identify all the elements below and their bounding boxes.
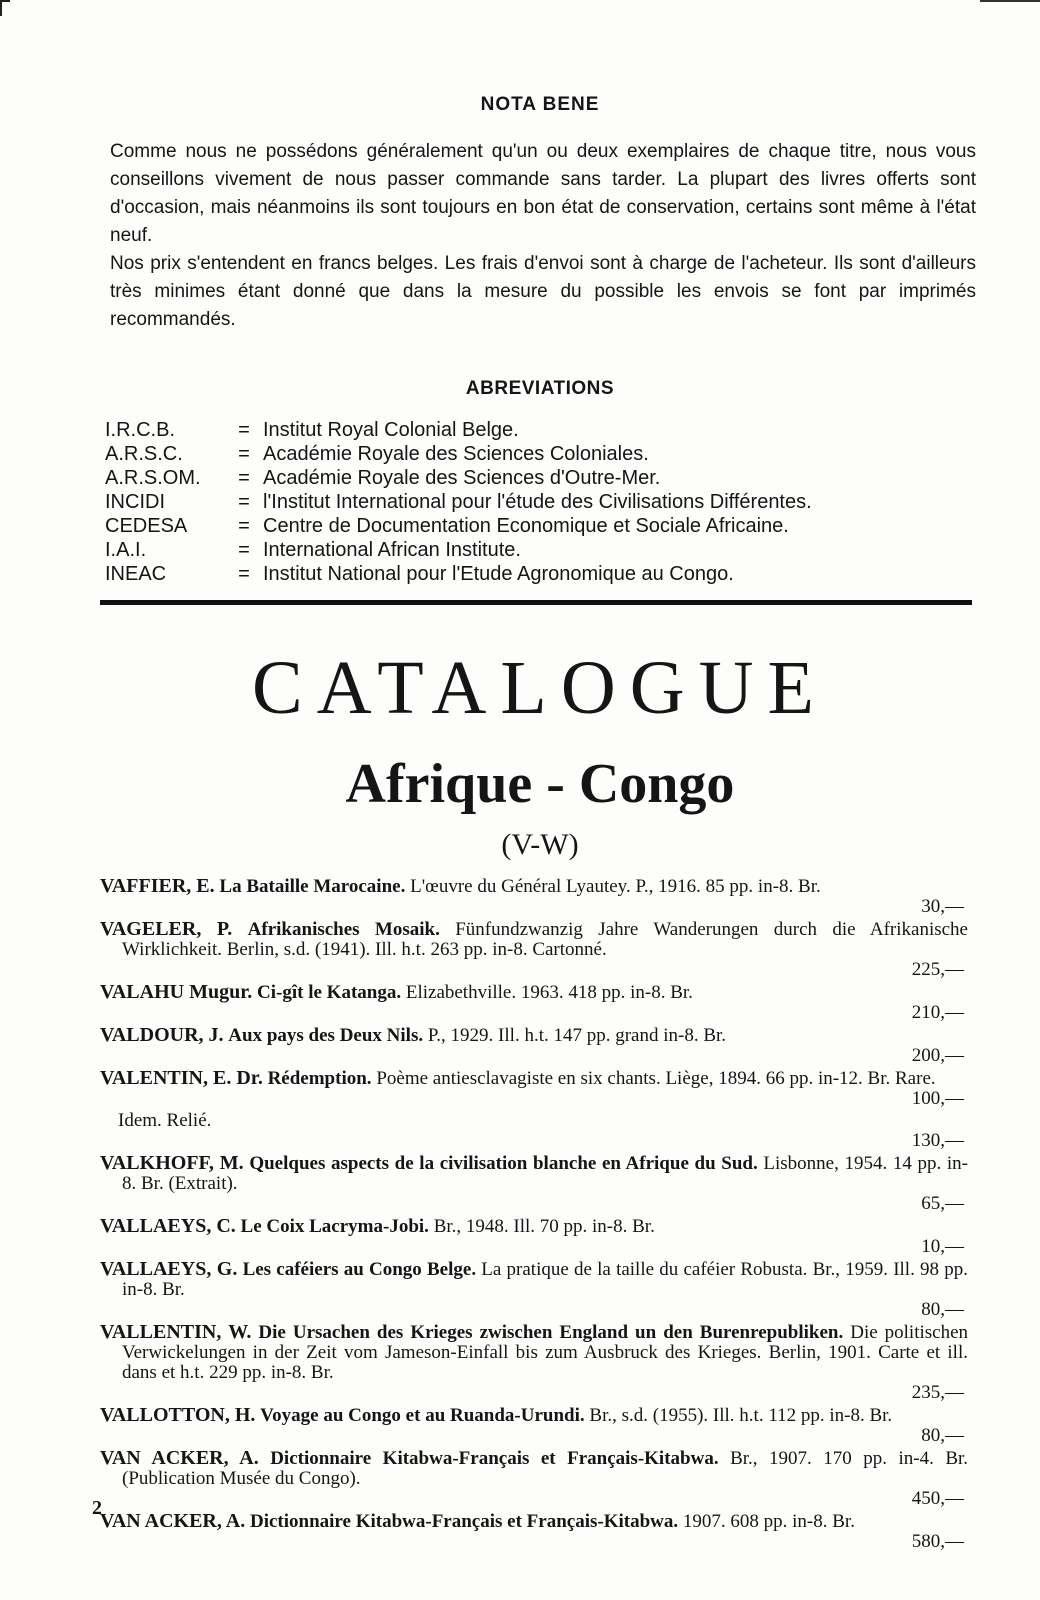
abbreviation-value: Institut National pour l'Etude Agronomique au Congo. bbox=[263, 563, 734, 585]
abbreviation-row bbox=[105, 514, 985, 538]
entry-author: VALAHU Mugur. bbox=[100, 981, 253, 1003]
abbreviation-value: Centre de Documentation Economique et Sociale Africaine. bbox=[263, 515, 789, 537]
abbreviation-row bbox=[105, 538, 985, 562]
section-divider bbox=[100, 600, 972, 605]
entry-title: Dictionnaire Kitabwa-Français et Français-Kitabwa. bbox=[270, 1448, 719, 1469]
entry-title: Voyage au Congo et au Ruanda-Urundi. bbox=[260, 1405, 585, 1426]
entry-text bbox=[100, 1111, 968, 1131]
entry-price: 225,— bbox=[911, 959, 964, 980]
nota-bene-text bbox=[110, 138, 976, 334]
entry-text bbox=[100, 1259, 968, 1300]
entry-author: VALLAEYS, C. bbox=[100, 1215, 236, 1237]
catalogue-entry bbox=[100, 1511, 968, 1552]
catalogue-title: CATALOGUE bbox=[252, 646, 828, 730]
entry-details: 1907. 608 pp. in-8. Br. bbox=[682, 1511, 855, 1532]
entry-text bbox=[100, 1153, 968, 1194]
abbreviation-row bbox=[105, 466, 985, 490]
entry-text bbox=[100, 1216, 968, 1237]
nota-bene-title: NOTA BENE bbox=[480, 94, 600, 115]
entry-author: VALDOUR, J. bbox=[100, 1024, 224, 1046]
entry-title: Ci-gît le Katanga. bbox=[257, 982, 402, 1003]
entry-author: VAGELER, P. bbox=[100, 918, 233, 940]
abbreviation-key: I.A.I. bbox=[105, 539, 147, 561]
entry-price: 80,— bbox=[921, 1299, 964, 1320]
entry-title: Die Ursachen des Krieges zwischen England un den Burenrepubliken. bbox=[258, 1322, 844, 1343]
catalogue-subtitle: Afrique - Congo bbox=[345, 753, 735, 815]
abbreviation-row bbox=[105, 562, 985, 586]
entry-details: Br., s.d. (1955). Ill. h.t. 112 pp. in-8. Br. bbox=[589, 1405, 893, 1426]
entry-price: 200,— bbox=[911, 1045, 964, 1066]
entry-title: La Bataille Marocaine. bbox=[219, 876, 406, 897]
entry-author: VALLENTIN, W. bbox=[100, 1321, 252, 1343]
entry-author: VALKHOFF, M. bbox=[100, 1152, 244, 1174]
catalogue-entry bbox=[100, 1025, 968, 1066]
nota-bene-paragraph: Comme nous ne possédons généralement qu'un ou deux exemplaires de chaque titre, nous vous conseillons vivement de nous passer commande sans tarder. La plupart des livres offerts sont d'occasion, mais néanmoins ils sont toujours en bon état de conservation, certains sont même à l'état neuf. bbox=[110, 141, 976, 246]
entry-details: P., 1929. Ill. h.t. 147 pp. grand in-8. Br. bbox=[427, 1025, 727, 1046]
entry-text bbox=[100, 919, 968, 960]
abbreviation-key: INEAC bbox=[105, 563, 167, 585]
entry-author: VAFFIER, E. bbox=[100, 875, 215, 897]
entry-price: 235,— bbox=[911, 1382, 964, 1403]
entry-price: 450,— bbox=[911, 1488, 964, 1509]
abbreviation-value: International African Institute. bbox=[263, 539, 521, 561]
scan-edge-mark bbox=[980, 0, 1040, 2]
abbreviation-value: Académie Royale des Sciences Coloniales. bbox=[263, 443, 649, 465]
catalogue-entry bbox=[100, 876, 968, 917]
entry-details: Idem. Relié. bbox=[118, 1110, 212, 1131]
entry-text bbox=[100, 1448, 968, 1489]
entry-title: Afrikanisches Mosaik. bbox=[247, 919, 440, 940]
entry-details: Lisbonne, 1954. 14 pp. in-8. Br. (Extrait). bbox=[122, 1153, 969, 1194]
entry-price: 10,— bbox=[921, 1236, 964, 1257]
catalogue-entry bbox=[100, 1153, 968, 1214]
abbreviation-key: I.R.C.B. bbox=[105, 419, 176, 441]
entry-details: Poème antiesclavagiste en six chants. Liège, 1894. 66 pp. in-12. Br. Rare. bbox=[376, 1068, 936, 1089]
entry-text bbox=[100, 982, 968, 1003]
entry-title: Rédemption. bbox=[267, 1068, 372, 1089]
equals-sign: = bbox=[238, 491, 250, 513]
page-number: 2 bbox=[92, 1497, 102, 1519]
entry-details: Fünfundzwanzig Jahre Wanderungen durch die Afrikanische Wirklichkeit. Berlin, s.d. (1941). Ill. h.t. 263 pp. in-8. Cartonné. bbox=[122, 919, 968, 960]
abbreviation-value: l'Institut International pour l'étude des Civilisations Différentes. bbox=[263, 491, 812, 513]
equals-sign: = bbox=[238, 515, 250, 537]
entry-text bbox=[100, 1068, 968, 1089]
entry-text bbox=[100, 876, 968, 897]
catalogue-range: (V-W) bbox=[501, 828, 579, 861]
entry-price: 80,— bbox=[921, 1425, 964, 1446]
entry-title: Dictionnaire Kitabwa-Français et Français-Kitabwa. bbox=[249, 1511, 679, 1532]
catalogue-entry bbox=[100, 982, 968, 1023]
catalogue-entry bbox=[100, 1322, 968, 1403]
equals-sign: = bbox=[238, 443, 250, 465]
entry-price: 100,— bbox=[911, 1088, 964, 1109]
entry-author: VALENTIN, E. Dr. bbox=[100, 1067, 263, 1089]
equals-sign: = bbox=[238, 419, 250, 441]
entry-author: VALLOTTON, H. bbox=[100, 1404, 256, 1426]
catalogue-entry bbox=[100, 1259, 968, 1320]
nota-bene-paragraph: Nos prix s'entendent en francs belges. Les frais d'envoi sont à charge de l'acheteur. Ils sont d'ailleurs très minimes étant donné que dans la mesure du possible les envois se font par imprimés recommandés. bbox=[110, 253, 976, 330]
abbreviations-list bbox=[105, 418, 985, 586]
entry-price: 580,— bbox=[911, 1531, 964, 1552]
abbreviation-key: INCIDI bbox=[105, 491, 165, 513]
entry-price: 30,— bbox=[921, 896, 964, 917]
catalogue-entry bbox=[100, 1111, 968, 1151]
entry-author: VAN ACKER, A. bbox=[100, 1447, 259, 1469]
equals-sign: = bbox=[238, 563, 250, 585]
entry-title: Les caféiers au Congo Belge. bbox=[242, 1259, 477, 1280]
entry-details: Br., 1907. 170 pp. in-4. Br. (Publication Musée du Congo). bbox=[122, 1448, 969, 1489]
abbreviation-key: CEDESA bbox=[105, 515, 188, 537]
entry-details: Br., 1948. Ill. 70 pp. in-8. Br. bbox=[433, 1216, 655, 1237]
abbreviation-row bbox=[105, 418, 985, 442]
catalogue-entry bbox=[100, 1405, 968, 1446]
entry-price: 210,— bbox=[911, 1002, 964, 1023]
entry-details: Elizabethville. 1963. 418 pp. in-8. Br. bbox=[405, 982, 693, 1003]
entry-author: VALLAEYS, G. bbox=[100, 1258, 238, 1280]
entry-author: VAN ACKER, A. bbox=[100, 1510, 246, 1532]
catalogue-entries bbox=[100, 876, 968, 1554]
entry-text bbox=[100, 1025, 968, 1046]
abbreviation-value: Institut Royal Colonial Belge. bbox=[263, 419, 519, 441]
abbreviation-value: Académie Royale des Sciences d'Outre-Mer. bbox=[263, 467, 661, 489]
entry-title: Aux pays des Deux Nils. bbox=[228, 1025, 424, 1046]
entry-details: La pratique de la taille du caféier Robusta. Br., 1959. Ill. 98 pp. in-8. Br. bbox=[122, 1259, 969, 1300]
equals-sign: = bbox=[238, 539, 250, 561]
entry-details: L'œuvre du Général Lyautey. P., 1916. 85 pp. in-8. Br. bbox=[410, 876, 821, 897]
entry-price: 130,— bbox=[911, 1130, 964, 1151]
abbreviation-key: A.R.S.C. bbox=[105, 443, 183, 465]
abbreviation-row bbox=[105, 442, 985, 466]
abbreviations-title: ABREVIATIONS bbox=[465, 378, 615, 399]
entry-title: Le Coix Lacryma-Jobi. bbox=[240, 1216, 429, 1237]
catalogue-entry bbox=[100, 1068, 968, 1109]
entry-title: Quelques aspects de la civilisation blanche en Afrique du Sud. bbox=[249, 1153, 758, 1174]
abbreviation-key: A.R.S.OM. bbox=[105, 467, 201, 489]
scan-corner-mark bbox=[0, 0, 10, 16]
entry-details: Die politischen Verwickelungen in der Zeit vom Jameson-Einfall bis zum Ausbruck des Krieges. Berlin, 1901. Carte et ill. dans et h.t. 229 pp. in-8. Br. bbox=[122, 1322, 969, 1383]
catalogue-entry bbox=[100, 919, 968, 980]
abbreviation-row bbox=[105, 490, 985, 514]
catalogue-entry bbox=[100, 1216, 968, 1257]
entry-price: 65,— bbox=[921, 1193, 964, 1214]
entry-text bbox=[100, 1511, 968, 1532]
equals-sign: = bbox=[238, 467, 250, 489]
entry-text bbox=[100, 1405, 968, 1426]
entry-text bbox=[100, 1322, 968, 1383]
catalogue-entry bbox=[100, 1448, 968, 1509]
